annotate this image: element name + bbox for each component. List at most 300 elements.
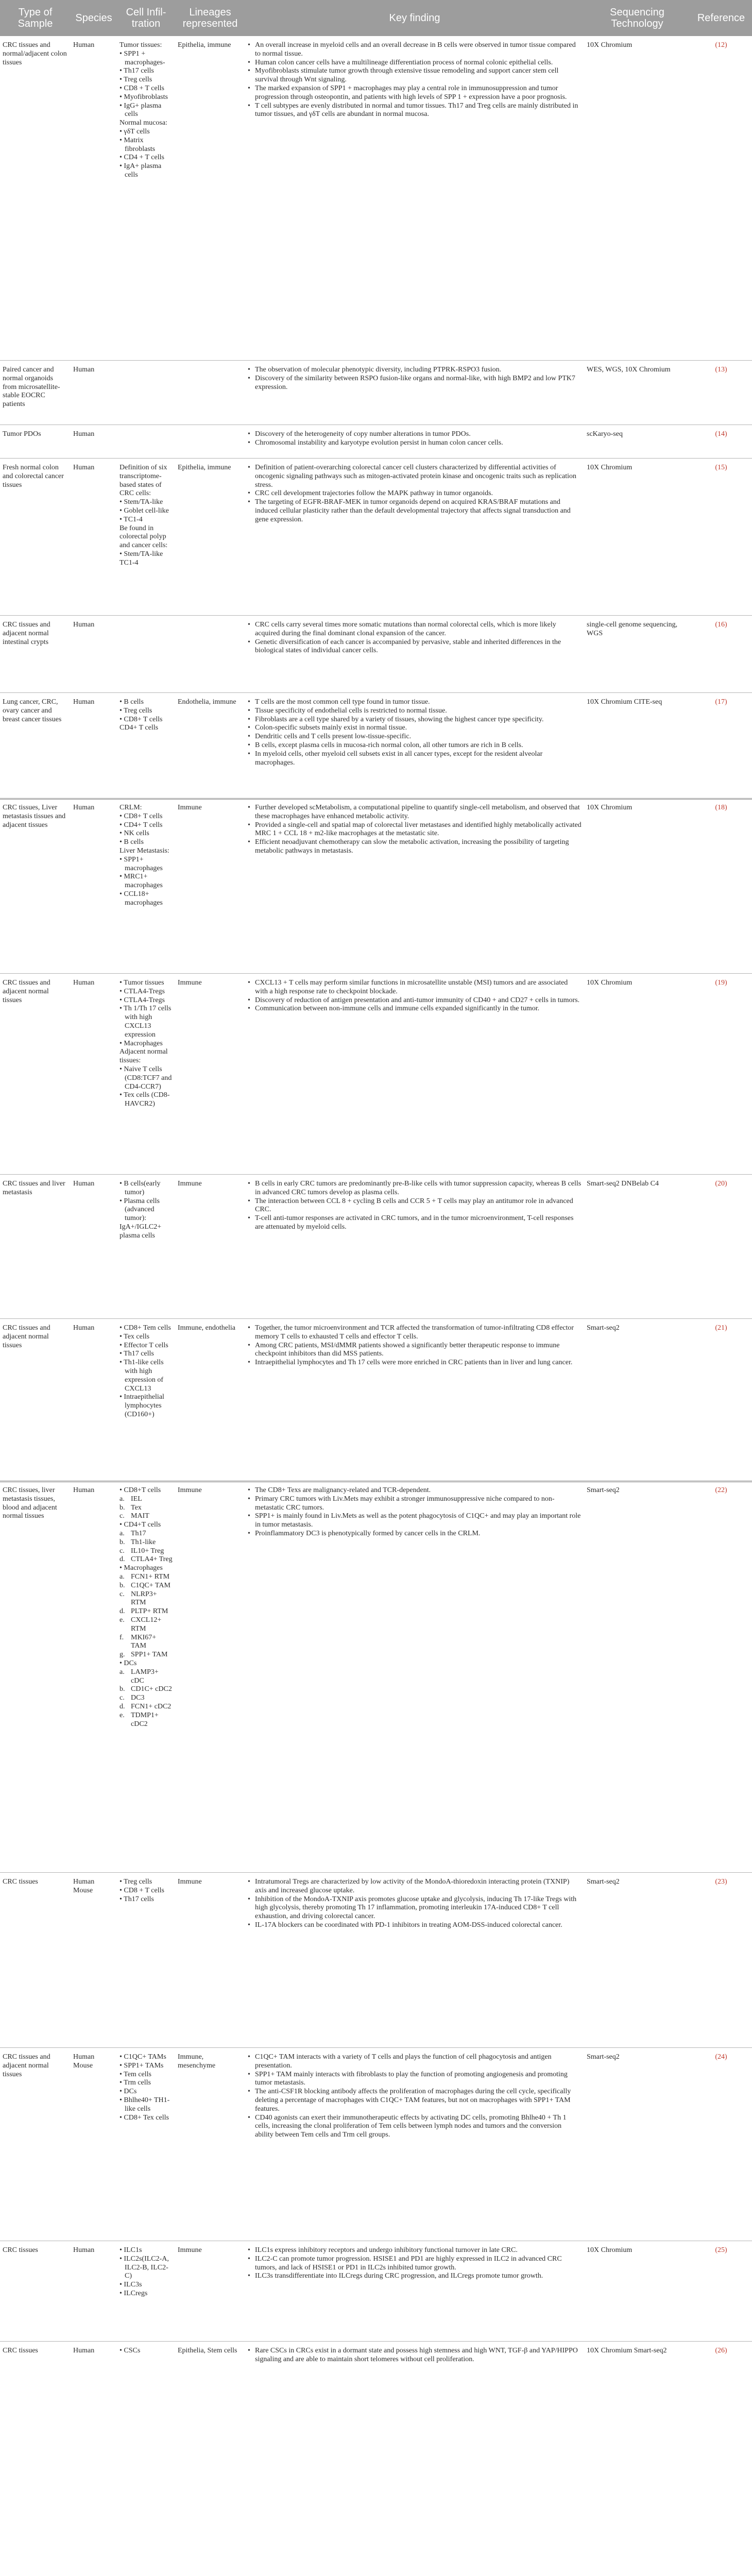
finding-item: • CRC cell development trajectories follow the MAPK pathway in tumor organoids. (248, 489, 582, 498)
item-text: IEL (131, 1495, 142, 1503)
cell-lineages: Immune, mesenchyme (178, 2053, 216, 2070)
cell-infiltration (119, 1878, 173, 1904)
cell-tech: 10X Chromium (587, 804, 633, 811)
infiltration-item (119, 1555, 173, 1564)
finding-item: • C1QC+ TAM interacts with a variety of T cells and plays the function of cell phagocytosis and antigen presentation. (248, 2053, 582, 2071)
cell-sample: CRC tissues and liver metastasis (3, 1180, 65, 1196)
cell-findings (248, 1486, 582, 1538)
cell-sample: CRC tissues and adjacent normal intestinal crypts (3, 621, 50, 646)
finding-item: • Among CRC patients, MSI/dMMR patients showed a significantly better therapeutic response to immune checkpoint inhibitors than did MSS patients. (248, 1342, 582, 1359)
infiltration-item: • IgA+ plasma cells (119, 162, 162, 179)
cell-species: Human (73, 464, 95, 471)
header-species: Species (75, 12, 112, 24)
cell-tech: 10X Chromium (587, 979, 633, 987)
infiltration-item: • CD8+ T cells (119, 812, 163, 820)
cell-species: Human Mouse (73, 2053, 95, 2070)
finding-item: • The anti-CSF1R blocking antibody affects the proliferation of macrophages during the cell cycle, specifically deleting a percentage of macrophages with C1QC+ TAM features, but not on macrophages with SPP1+ TAM features. (248, 2088, 582, 2113)
finding-item: • The observation of molecular phenotypic diversity, including PTPRK-RSPO3 fusion. (248, 366, 582, 375)
finding-item: • Discovery of reduction of antigen presentation and anti-tumor immunity of CD40 + and CD27 + cells in tumors. (248, 996, 582, 1005)
cell-lineages: Immune (178, 2246, 202, 2254)
cell-lineages: Endothelia, immune (178, 698, 236, 706)
cell-tech: Smart-seq2 (587, 1486, 620, 1494)
cell-sample: CRC tissues and adjacent normal tissues (3, 979, 50, 1004)
infiltration-item: TC1-4 (119, 558, 139, 567)
finding-item: • B cells in early CRC tumors are predominantly pre-B-like cells with tumor suppression capacity, whereas B cells in advanced CRC tumors develop as plasma cells. (248, 1180, 582, 1197)
finding-item: • CXCL13 + T cells may perform similar functions in microsatellite unstable (MSI) tumors and are associated with a high response rate to checkpoint blockade. (248, 979, 582, 996)
reference-link[interactable]: (12) (715, 41, 727, 49)
table-row (0, 425, 752, 459)
infiltration-item: CRLM: (119, 804, 142, 811)
reference-link[interactable]: (22) (715, 1486, 727, 1494)
cell-infiltration (119, 698, 173, 733)
infiltration-item: • γδT cells (119, 127, 150, 135)
infiltration-item: • CD4+ T cells (119, 821, 163, 829)
cell-species: Human (73, 979, 95, 987)
item-text: NLRP3+ RTM (131, 1590, 157, 1607)
infiltration-item: • Intraepithelial lymphocytes (CD160+) (119, 1393, 164, 1418)
cell-lineages: Immune (178, 804, 202, 811)
finding-item: • Human colon cancer cells have a multilineage differentiation process of normal colonic epithelial cells. (248, 59, 582, 67)
finding-item: • Myofibroblasts stimulate tumor growth through extensive tissue remodeling and support cancer stem cell survival through Wnt signaling. (248, 67, 582, 84)
infiltration-item: • Effector T cells (119, 1341, 168, 1349)
infiltration-item (119, 1495, 173, 1504)
table-row (0, 693, 752, 800)
cell-findings (248, 1324, 582, 1367)
table-row (0, 36, 752, 361)
infiltration-item: • Matrix fibroblasts (119, 136, 156, 153)
cell-infiltration (119, 804, 173, 908)
infiltration-item: Be found in colorectal polyp and cancer cells: (119, 524, 168, 550)
infiltration-item: Adjacent normal tissues: (119, 1048, 168, 1065)
finding-item: • T cells are the most common cell type found in tumor tissue. (248, 698, 582, 707)
cell-tech: 10X Chromium CITE-seq (587, 698, 662, 706)
infiltration-item: • Tumor tissues (119, 979, 164, 987)
cell-infiltration (119, 1486, 173, 1728)
infiltration-item: • Th1-like cells with high expression of CXCL13 (119, 1359, 164, 1393)
finding-item: • T cell subtypes are evenly distributed in normal and tumor tissues. Th17 and Treg cells are mainly distributed in tumor tissues, and γδT cells are abundant in normal mucosa. (248, 102, 582, 120)
item-text: Tex (131, 1503, 142, 1512)
item-text: • CD8+T cells (119, 1486, 161, 1494)
finding-item: • Rare CSCs in CRCs exist in a dormant state and possess high stemness and high WNT, TGF-β and YAP/HIPPO signaling and are able to maintain short telomeres without cell proliferation. (248, 2347, 582, 2364)
infiltration-item: • Stem/TA-like (119, 550, 163, 558)
table-row (0, 1175, 752, 1319)
item-text: FCN1+ cDC2 (131, 1702, 172, 1710)
finding-item: • Further developed scMetabolism, a computational pipeline to quantify single-cell metabolism, and observed that these macrophages have enhanced metabolic activity. (248, 804, 582, 821)
item-number: b. (119, 1685, 125, 1693)
header-infiltration: Cell Infil-tration (126, 7, 166, 29)
reference-link[interactable]: (15) (715, 464, 727, 471)
infiltration-item: • CCL18+ macrophages (119, 890, 163, 907)
infiltration-item: • CD8+ Tex cells (119, 2113, 169, 2122)
infiltration-item (119, 1530, 173, 1538)
cell-tech: 10X Chromium Smart-seq2 (587, 2347, 667, 2354)
table-row (0, 459, 752, 616)
infiltration-list (119, 1486, 173, 1728)
table-row (0, 2241, 752, 2342)
cell-findings (248, 430, 582, 448)
infiltration-item: • CSCs (119, 2347, 141, 2354)
cell-species: Human (73, 366, 95, 374)
finding-item: • Discovery of the heterogeneity of copy number alterations in tumor PDOs. (248, 430, 582, 439)
reference-link[interactable]: (14) (715, 430, 727, 438)
cell-lineages: Epithelia, immune (178, 464, 231, 471)
cell-findings (248, 41, 582, 119)
finding-item: • SPP1+ is mainly found in Liv.Mets as well as the potent phagocytosis of C1QC+ and may play an important role in tumor metastasis. (248, 1512, 582, 1530)
cell-lineages: Epithelia, immune (178, 41, 231, 49)
infiltration-item: • Treg cells (119, 1878, 152, 1886)
infiltration-item: • CD8+ T cells (119, 715, 163, 723)
infiltration-item: • SPP1+ macrophages (119, 855, 163, 872)
infiltration-item: • ILCregs (119, 2289, 148, 2297)
infiltration-item (119, 1582, 173, 1590)
infiltration-item: • B cells (119, 838, 144, 846)
cell-sample: CRC tissues (3, 2246, 38, 2254)
infiltration-item (119, 1694, 173, 1703)
cell-findings (248, 621, 582, 655)
header-lineages: Lineages represented (182, 7, 238, 29)
cell-tech: 10X Chromium (587, 464, 633, 471)
cell-species: Human (73, 2347, 95, 2354)
item-number: d. (119, 1555, 125, 1564)
cell-sample: Lung cancer, CRC, ovary cancer and breast cancer tissues (3, 698, 62, 723)
finding-item: • Intraepithelial lymphocytes and Th 17 cells were more enriched in CRC patients than in liver and lung cancer. (248, 1359, 582, 1367)
cell-findings (248, 698, 582, 767)
table-row (0, 1481, 752, 1873)
infiltration-item (119, 1486, 173, 1495)
infiltration-item (119, 1504, 173, 1513)
infiltration-item: • DCs (119, 2088, 137, 2096)
infiltration-item: CD4+ T cells (119, 724, 159, 732)
item-text: CD1C+ cDC2 (131, 1685, 172, 1693)
reference-link[interactable]: (23) (715, 1878, 727, 1886)
cell-species: Human (73, 2246, 95, 2254)
cell-tech: 10X Chromium (587, 41, 633, 49)
item-number: e. (119, 1616, 125, 1624)
table-row (0, 974, 752, 1175)
item-text: DC3 (131, 1694, 145, 1702)
infiltration-item: • Tex cells (119, 1332, 150, 1341)
finding-item: • Definition of patient-overarching colorectal cancer cell clusters characterized by differential activities of oncogenic signaling pathways such as mitogen-activated protein kinase and oncogenic traits such as replication stress. (248, 464, 582, 489)
cell-findings (248, 979, 582, 1013)
reference-link[interactable]: (25) (715, 2246, 727, 2254)
infiltration-item: • Macrophages (119, 1039, 163, 1047)
infiltration-item: • MRC1+ macrophages (119, 873, 163, 890)
infiltration-item: • Th17 cells (119, 1350, 154, 1358)
item-number: b. (119, 1503, 125, 1512)
infiltration-item: • CD4 + T cells (119, 154, 164, 162)
cell-species: Human (73, 430, 95, 438)
item-text: SPP1+ TAM (131, 1651, 168, 1659)
infiltration-item: • Plasma cells (advanced tumor): (119, 1197, 160, 1223)
cell-infiltration (119, 979, 173, 1109)
item-number: a. (119, 1572, 125, 1581)
finding-item: • Inhibition of the MondoA-TXNIP axis promotes glucose uptake and glycolysis, inducing Th 17-like Tregs with high glycolysis, thereby promoting Th 17 inflammation, promoting interleukin 17A-induced CD8+ T cell exhaustion, and driving colorectal cancer. (248, 1895, 582, 1921)
cell-lineages: Immune (178, 1878, 202, 1886)
infiltration-item (119, 1512, 173, 1521)
reference-link[interactable]: (13) (715, 366, 727, 374)
item-text: MKI67+ TAM (131, 1633, 157, 1650)
finding-item: • Together, the tumor microenvironment and TCR affected the transformation of tumor-infiltrating CD8 effector memory T cells to exhausted T cells and effector T cells. (248, 1324, 582, 1342)
item-number: c. (119, 1694, 125, 1702)
cell-species: Human (73, 621, 95, 629)
table-row (0, 1873, 752, 2048)
cell-infiltration (119, 1180, 173, 1241)
item-number: a. (119, 1529, 125, 1537)
item-number: a. (119, 1668, 125, 1676)
finding-item: • B cells, except plasma cells in mucosa-rich normal colon, all other tumors are rich in B cells. (248, 741, 582, 750)
item-number: c. (119, 1547, 125, 1555)
infiltration-item: • B cells(early tumor) (119, 1180, 161, 1196)
infiltration-item (119, 1521, 173, 1530)
item-text: FCN1+ RTM (131, 1572, 170, 1581)
finding-item: • T-cell anti-tumor responses are activated in CRC tumors, and in the tumor microenvironment, T-cell responses are attenuated by myeloid cells. (248, 1214, 582, 1232)
finding-item: • Discovery of the similarity between RSPO fusion-like organs and normal-like, with high BMP2 and low PTK7 expression. (248, 375, 582, 392)
finding-item: • Primary CRC tumors with Liv.Mets may exhibit a stronger immunosuppressive niche compared to non-metastatic CRC tumors. (248, 1495, 582, 1513)
infiltration-item: • SPP1+ TAMs (119, 2061, 164, 2070)
table-row (0, 1319, 752, 1482)
infiltration-item: • SPP1 + macrophages- (119, 49, 165, 66)
cell-lineages: Immune (178, 1180, 202, 1188)
cell-tech: Smart-seq2 DNBelab C4 (587, 1180, 659, 1188)
cell-tech: Smart-seq2 (587, 2053, 620, 2061)
cell-findings (248, 1878, 582, 1930)
infiltration-item: IgA+/IGLC2+ plasma cells (119, 1223, 162, 1240)
cell-sample: CRC tissues, liver metastasis tissues, blood and adjacent normal tissues (3, 1486, 57, 1520)
item-text: LAMP3+ cDC (131, 1668, 159, 1685)
reference-link[interactable]: (19) (715, 979, 727, 987)
cell-tech: 10X Chromium (587, 2246, 633, 2254)
cell-lineages: Immune, endothelia (178, 1324, 235, 1332)
infiltration-item: • ILC3s (119, 2281, 142, 2289)
finding-item: • The marked expansion of SPP1 + macrophages may play a central role in immunosuppression and tumor progression through osteopontin, and patients with high levels of SPP 1 + expression have a poor prognosis. (248, 84, 582, 102)
infiltration-item: • Tex cells (CD8-HAVCR2) (119, 1091, 170, 1108)
finding-item: • Provided a single-cell and spatial map of colorectal liver metastases and identified highly metabolically activated MRC 1 + CCL 18 + m2-like macrophages at the metastatic site. (248, 821, 582, 839)
infiltration-item: • ILC2s(ILC2-A, ILC2-B, ILC2-C) (119, 2255, 169, 2280)
table-row (0, 799, 752, 974)
infiltration-item: • Th17 cells (119, 67, 154, 75)
finding-item: • CD40 agonists can exert their immunotherapeutic effects by activating DC cells, promoting Bhlhe40 + Th 1 cells, increasing the clonal proliferation of Tem cells between lymph nodes and tumors and the conversion ability between Tem cells and Trm cell groups. (248, 2114, 582, 2140)
finding-item: • Chromosomal instability and karyotype evolution persist in human colon cancer cells. (248, 439, 582, 448)
item-text: Th1-like (131, 1538, 156, 1546)
infiltration-item (119, 1547, 173, 1556)
finding-item: • The targeting of EGFR-BRAF-MEK in tumor organoids depend on acquired KRAS/BRAF mutations and induced cellular plasticity rather than the default developmental trajectory that affects signal transduction and gene expression. (248, 498, 582, 524)
finding-item: • Intratumoral Tregs are characterized by low activity of the MondoA-thioredoxin interacting protein (TXNIP) axis and increased glucose uptake. (248, 1878, 582, 1895)
infiltration-item (119, 1590, 173, 1608)
cell-findings (248, 2246, 582, 2281)
finding-item: • ILC3s transdifferentiate into ILCregs during CRC progression, and ILCregs promote tumor growth. (248, 2272, 582, 2281)
item-number: a. (119, 1495, 125, 1503)
infiltration-item: • IgG+ plasma cells (119, 101, 162, 118)
cell-findings (248, 804, 582, 856)
header-finding: Key finding (389, 12, 440, 24)
finding-item: • IL-17A blockers can be coordinated with PD-1 inhibitors in treating AOM-DSS-induced colorectal cancer. (248, 1921, 582, 1930)
infiltration-item: • Tem cells (119, 2070, 151, 2078)
cell-lineages: Immune (178, 979, 202, 987)
cell-sample: Fresh normal colon and colorectal cancer tissues (3, 464, 64, 489)
infiltration-item: • B cells (119, 698, 144, 706)
cell-lineages: Epithelia, Stem cells (178, 2347, 237, 2354)
item-text: • DCs (119, 1659, 137, 1667)
finding-item: • The interaction between CCL 8 + cycling B cells and CCR 5 + T cells may play an antitumor role in advanced CRC. (248, 1197, 582, 1215)
item-number: b. (119, 1538, 125, 1546)
header-ref: Reference (697, 12, 745, 24)
cell-sample: CRC tissues and normal/adjacent colon tissues (3, 41, 67, 66)
infiltration-item: Definition of six transcriptome-based states of CRC cells: (119, 464, 167, 498)
item-number: g. (119, 1651, 125, 1659)
cell-infiltration (119, 464, 173, 568)
infiltration-item: • Treg cells (119, 76, 152, 84)
item-text: C1QC+ TAM (131, 1581, 170, 1589)
cell-infiltration (119, 2347, 173, 2355)
reference-link[interactable]: (16) (715, 621, 727, 629)
reference-link[interactable]: (18) (715, 804, 727, 811)
cell-species: Human (73, 698, 95, 706)
cell-sample: Paired cancer and normal organoids from microsatellite-stable EOCRC patients (3, 366, 60, 409)
infiltration-item: • CD8+ Tem cells (119, 1324, 171, 1332)
table-row (0, 2342, 752, 2369)
cell-findings (248, 2347, 582, 2364)
cell-sample: CRC tissues (3, 1878, 38, 1886)
infiltration-item: • Stem/TA-like (119, 498, 163, 506)
cell-sample: CRC tissues, Liver metastasis tissues and adjacent tissues (3, 804, 66, 829)
finding-item: • An overall increase in myeloid cells and an overall decrease in B cells were observed in tumor tissue compared to normal tissue. (248, 41, 582, 59)
item-text: PLTP+ RTM (131, 1607, 168, 1616)
cell-findings (248, 1180, 582, 1232)
infiltration-item: • C1QC+ TAMs (119, 2053, 166, 2061)
infiltration-item (119, 1573, 173, 1582)
reference-link[interactable]: (26) (715, 2347, 727, 2354)
infiltration-item (119, 1703, 173, 1711)
infiltration-item (119, 1564, 173, 1573)
infiltration-item (119, 1634, 173, 1651)
cell-tech: single-cell genome sequencing, WGS (587, 621, 678, 637)
cell-findings (248, 366, 582, 392)
infiltration-item (119, 1685, 173, 1694)
cell-species: Human (73, 804, 95, 811)
finding-item: • Communication between non-immune cells and immune cells expanded significantly in the tumor. (248, 1005, 582, 1013)
finding-item: • ILC2-C can promote tumor progression. HSISE1 and PD1 are highly expressed in ILC2 in advanced CRC tumors, and lack of HSISE1 or PD1 in ILC2s inhibited tumor growth. (248, 2255, 582, 2273)
table-row (0, 616, 752, 693)
cell-findings (248, 2053, 582, 2140)
cell-tech: Smart-seq2 (587, 1324, 620, 1332)
cell-infiltration (119, 2053, 173, 2122)
item-text: • CD4+T cells (119, 1521, 161, 1529)
infiltration-item (119, 1538, 173, 1547)
finding-item: • Tissue specificity of endothelial cells is restricted to normal tissue. (248, 707, 582, 716)
item-text: MAIT (131, 1512, 149, 1520)
cell-species: Human (73, 41, 95, 49)
infiltration-item: • NK cells (119, 829, 149, 838)
infiltration-item: Liver Metastasis: (119, 846, 169, 855)
cell-sample: CRC tissues (3, 2347, 38, 2354)
infiltration-item: • CD8 + T cells (119, 84, 164, 92)
infiltration-item (119, 1711, 173, 1729)
infiltration-item: • CTLA4-Tregs (119, 987, 165, 995)
cell-tech: scKaryo-seq (587, 430, 623, 438)
reference-link[interactable]: (24) (715, 2053, 727, 2061)
table-row (0, 2048, 752, 2241)
infiltration-item: • TC1-4 (119, 515, 143, 523)
infiltration-item: • ILC1s (119, 2246, 142, 2254)
finding-item: • Efficient neoadjuvant chemotherapy can slow the metabolic activation, increasing the possibility of targeting metabolic pathways in metastasis. (248, 838, 582, 856)
item-number: e. (119, 1711, 125, 1719)
item-number: c. (119, 1590, 125, 1598)
item-text: Th17 (131, 1529, 146, 1537)
infiltration-item (119, 1651, 173, 1659)
infiltration-item (119, 1668, 173, 1686)
infiltration-item: • Th17 cells (119, 1895, 154, 1903)
item-text: CTLA4+ Treg (131, 1555, 173, 1564)
item-text: • Macrophages (119, 1564, 163, 1572)
cell-species: Human Mouse (73, 1878, 95, 1894)
cell-species: Human (73, 1486, 95, 1494)
reference-link[interactable]: (20) (715, 1180, 727, 1188)
cell-species: Human (73, 1324, 95, 1332)
item-text: TDMP1+ cDC2 (131, 1711, 159, 1728)
finding-item: • SPP1+ TAM mainly interacts with fibroblasts to play the function of promoting angiogenesis and promoting tumor metastasis. (248, 2071, 582, 2088)
infiltration-item: • Goblet cell-like (119, 506, 169, 515)
item-number: c. (119, 1512, 125, 1520)
infiltration-item: Tumor tissues: (119, 41, 162, 49)
cell-infiltration (119, 41, 173, 180)
infiltration-item (119, 1616, 173, 1634)
item-number: b. (119, 1581, 125, 1589)
finding-item: • Dendritic cells and T cells present low-tissue-specific. (248, 733, 582, 741)
item-number: d. (119, 1607, 125, 1616)
reference-link[interactable]: (21) (715, 1324, 727, 1332)
finding-item: • Fibroblasts are a cell type shared by a variety of tissues, showing the highest cancer type specificity. (248, 716, 582, 724)
infiltration-item: • Treg cells (119, 706, 152, 715)
reference-link[interactable]: (17) (715, 698, 727, 706)
cell-lineages: Immune (178, 1486, 202, 1494)
cell-tech: Smart-seq2 (587, 1878, 620, 1886)
item-number: d. (119, 1702, 125, 1710)
item-number: f. (119, 1633, 124, 1641)
finding-item: • Proinflammatory DC3 is phenotypically formed by cancer cells in the CRLM. (248, 1530, 582, 1538)
infiltration-item: • Naive T cells (CD8:TCF7 and CD4-CCR7) (119, 1065, 172, 1091)
finding-item: • CRC cells carry several times more somatic mutations than normal colorectal cells, which is more likely acquired during the final dominant clonal expansion of the cancer. (248, 621, 582, 638)
finding-item: • Colon-specific subsets mainly exist in normal tissue. (248, 724, 582, 733)
finding-item: • ILC1s express inhibitory receptors and undergo inhibitory functional turnover in late CRC. (248, 2246, 582, 2255)
cell-sample: CRC tissues and adjacent normal tissues (3, 1324, 50, 1349)
finding-item: • Genetic diversification of each cancer is accompanied by pervasive, stable and inherited differences in the biological states of individual cancer cells. (248, 638, 582, 656)
infiltration-item: • Myofibroblasts (119, 93, 168, 101)
cell-infiltration (119, 2246, 173, 2298)
finding-item: • The CD8+ Texs are malignancy-related and TCR-dependent. (248, 1486, 582, 1495)
item-text: IL10+ Treg (131, 1547, 164, 1555)
infiltration-item: • Bhlhe40+ TH1-like cells (119, 2096, 170, 2113)
cell-findings (248, 464, 582, 524)
table-row (0, 361, 752, 425)
header-tech: Sequencing Technology (610, 7, 664, 29)
table-header (0, 0, 752, 36)
finding-item: • In myeloid cells, other myeloid cell subsets exist in all cancer types, except for the resident alveolar macrophages. (248, 750, 582, 768)
infiltration-item: Normal mucosa: (119, 119, 167, 127)
infiltration-item (119, 1659, 173, 1668)
cell-species: Human (73, 1180, 95, 1188)
infiltration-item: • Trm cells (119, 2079, 151, 2087)
cell-infiltration (119, 1324, 173, 1419)
item-text: CXCL12+ RTM (131, 1616, 162, 1633)
infiltration-item: • CD8 + T cells (119, 1886, 164, 1894)
cell-sample: CRC tissues and adjacent normal tissues (3, 2053, 50, 2078)
header-sample: Type of Sample (18, 7, 53, 29)
infiltration-item: • CTLA4-Tregs (119, 996, 165, 1004)
cell-sample: Tumor PDOs (3, 430, 41, 438)
cell-tech: WES, WGS, 10X Chromium (587, 366, 671, 374)
infiltration-item: • Th 1/Th 17 cells with high CXCL13 expression (119, 1005, 172, 1039)
infiltration-item (119, 1607, 173, 1616)
